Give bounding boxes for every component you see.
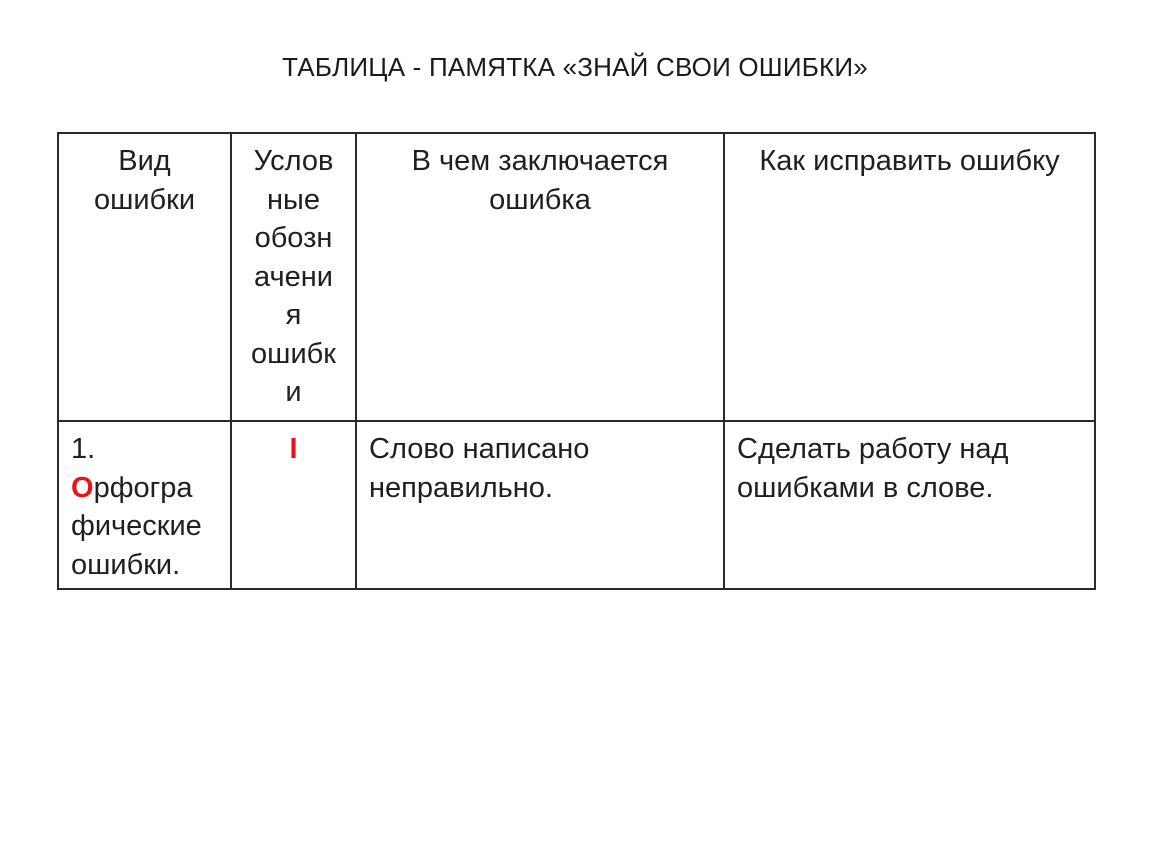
header-fix: Как исправить ошибку (724, 133, 1095, 421)
type-initial-letter: О (71, 471, 94, 504)
error-symbol: I (289, 433, 298, 465)
cell-fix: Сделать работу над ошибками в слове. (724, 421, 1095, 589)
cell-essence: Слово написано неправильно. (356, 421, 724, 589)
cell-error-type: 1. Орфогра фические ошибки. (58, 421, 231, 589)
header-essence: В чем заключается ошибка (356, 133, 724, 421)
table-row (58, 421, 1095, 589)
cell-notation (231, 421, 356, 589)
page-title: ТАБЛИЦА - ПАМЯТКА «ЗНАЙ СВОИ ОШИБКИ» (282, 52, 868, 82)
table-header-row (58, 133, 1095, 421)
header-error-type: Вид ошибки (58, 133, 231, 421)
header-notation: Услов ные обозн ачени я ошибк и (231, 133, 356, 421)
errors-memo-table (57, 132, 1096, 590)
